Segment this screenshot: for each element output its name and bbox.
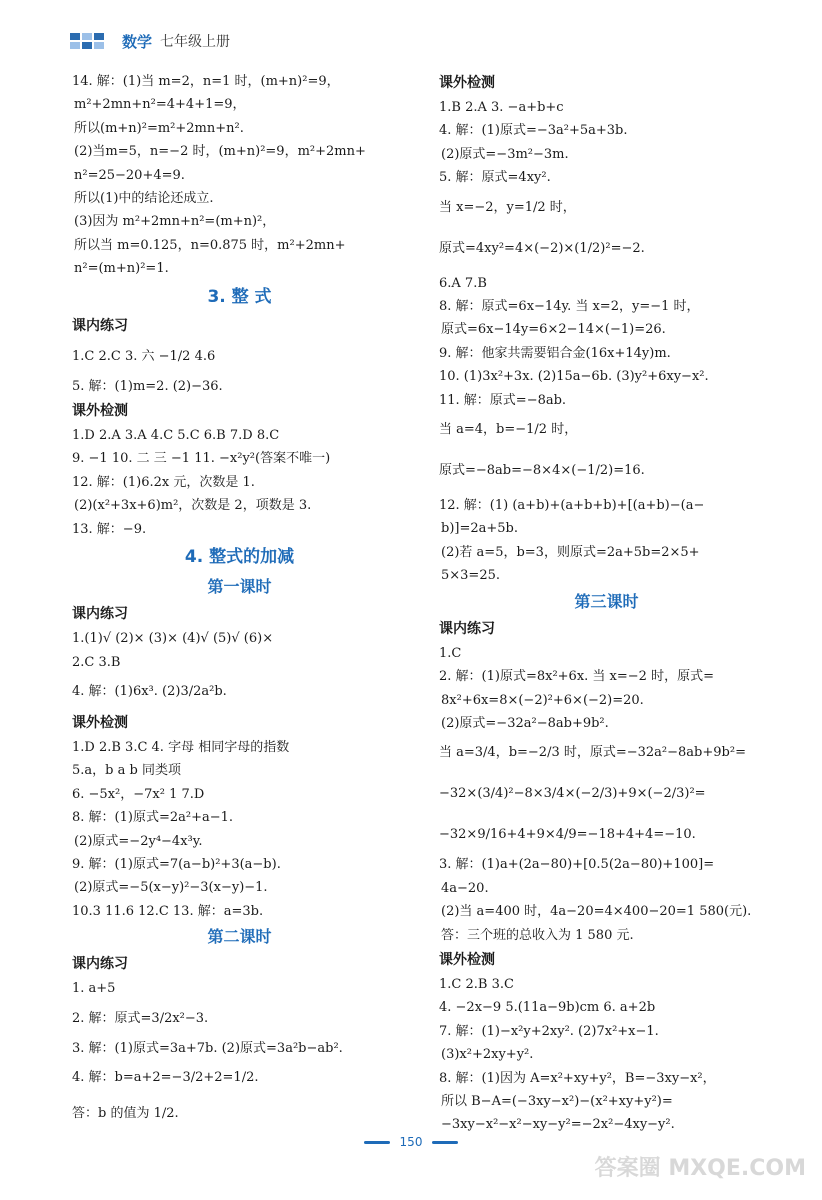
answer-line: 1.(1)√ (2)× (3)× (4)√ (5)√ (6)× — [72, 631, 274, 647]
answer-line: (2)当m=5，n=−2 时，(m+n)²=9，m²+2mn+ — [74, 144, 366, 160]
exercise-heading: 课内练习 — [72, 606, 128, 623]
answer-line: (2)原式=−5(x−y)²−3(x−y)−1. — [74, 880, 268, 896]
answer-line: 答：三个班的总收入为 1 580 元. — [441, 927, 634, 943]
answer-line: 4. 解：(1)6x³. (2)3/2a²b. — [72, 683, 227, 699]
answer-line: 9. −1 10. 二 三 −1 11. −x²y²(答案不唯一) — [72, 451, 331, 467]
answer-line: (2)若 a=5，b=3，则原式=2a+5b=2×5+ — [441, 544, 700, 560]
answer-line: 6.A 7.B — [439, 275, 487, 291]
answer-line: 当 a=4，b=−1/2 时， — [439, 422, 578, 438]
answer-line: 2.C 3.B — [72, 654, 121, 670]
footer-right-bar — [432, 1141, 458, 1144]
answer-line: (2)原式=−2y⁴−4x³y. — [74, 833, 203, 849]
answer-line: n²=(m+n)²=1. — [74, 261, 169, 277]
answer-line: b)]=2a+5b. — [441, 521, 518, 537]
answer-line: (3)因为 m²+2mn+n²=(m+n)²， — [74, 214, 276, 230]
answer-line: (2)原式=−3m²−3m. — [441, 146, 569, 162]
exercise-heading: 课内练习 — [72, 956, 128, 973]
answer-line: 4. −2x−9 5.(11a−9b)cm 6. a+2b — [439, 1000, 656, 1016]
answer-line: 所以(m+n)²=m²+2mn+n². — [74, 120, 244, 136]
page-number: 150 — [399, 1135, 423, 1149]
answer-line: −32×9/16+4+9×4/9=−18+4+4=−10. — [439, 827, 696, 843]
answer-line: 9. 解：(1)原式=7(a−b)²+3(a−b). — [72, 856, 281, 872]
watermark: 答案圈 MXQE.COM — [594, 1156, 806, 1181]
exercise-heading: 课外检测 — [72, 403, 128, 420]
answer-line: 14. 解：(1)当 m=2，n=1 时，(m+n)²=9， — [72, 74, 340, 89]
header-subject: 数学 — [122, 32, 153, 51]
answer-line: (3)x²+2xy+y². — [441, 1047, 534, 1063]
answer-line: 6. −5x²，−7x² 1 7.D — [72, 786, 205, 802]
answer-line: 8. 解：(1)原式=2a²+a−1. — [72, 810, 234, 826]
answer-line: 1.D 2.B 3.C 4. 字母 相同字母的指数 — [72, 739, 290, 755]
answer-line: 5.a，b a b 同类项 — [72, 763, 181, 779]
answer-line: 12. 解：(1)6.2x 元，次数是 1. — [72, 474, 255, 490]
answer-line: 5. 解：(1)m=2. (2)−36. — [72, 378, 223, 394]
answer-line: 2. 解：(1)原式=8x²+6x. 当 x=−2 时，原式= — [439, 669, 714, 685]
answer-line: 12. 解：(1) (a+b)+(a+b+b)+[(a+b)−(a− — [439, 498, 705, 514]
answer-line: 原式=−8ab=−8×4×(−1/2)=16. — [439, 463, 645, 479]
answer-line: 9. 解：他家共需要铝合金(16x+14y)m. — [439, 345, 671, 361]
answer-line: 所以 B−A=(−3xy−x²)−(x²+xy+y²)= — [441, 1093, 673, 1109]
page-footer — [0, 1135, 822, 1149]
answer-line: 所以当 m=0.125，n=0.875 时，m²+2mn+ — [74, 237, 346, 253]
right-column — [439, 70, 774, 1137]
exercise-heading: 课外检测 — [439, 75, 495, 91]
answer-line: −3xy−x²−x²−xy−y²=−2x²−4xy−y². — [441, 1117, 675, 1133]
lesson-title: 第二课时 — [207, 927, 272, 947]
exercise-heading: 课外检测 — [72, 714, 128, 731]
page-header — [70, 28, 230, 54]
exercise-heading: 课外检测 — [439, 951, 495, 968]
section-title: 4. 整式的加减 — [184, 547, 295, 568]
answer-line: 7. 解：(1)−x²y+2xy². (2)7x²+x−1. — [439, 1023, 659, 1039]
answer-line: −32×(3/4)²−8×3/4×(−2/3)+9×(−2/3)²= — [439, 786, 706, 802]
answer-line: 3. 解：(1)a+(2a−80)+[0.5(2a−80)+100]= — [439, 857, 715, 873]
answer-line: 3. 解：(1)原式=3a+7b. (2)原式=3a²b−ab². — [72, 1040, 343, 1056]
lesson-title: 第三课时 — [574, 591, 639, 611]
exercise-heading: 课内练习 — [439, 620, 495, 637]
answer-line: 1. a+5 — [72, 981, 116, 997]
answer-line: 4. 解：(1)原式=−3a²+5a+3b. — [439, 123, 628, 139]
answer-line: 1.D 2.A 3.A 4.C 5.C 6.B 7.D 8.C — [72, 428, 280, 444]
exercise-heading: 课内练习 — [72, 317, 128, 334]
answer-line: 5×3=25. — [441, 568, 501, 584]
answer-line: 8. 解：原式=6x−14y. 当 x=2，y=−1 时， — [439, 299, 700, 315]
section-title: 3. 整 式 — [207, 286, 272, 307]
answer-line: 4a−20. — [441, 880, 489, 896]
answer-line: 当 x=−2，y=1/2 时， — [439, 199, 576, 215]
footer-left-bar — [364, 1141, 390, 1144]
book-logo-icon — [70, 33, 104, 49]
answer-line: (2)原式=−32a²−8ab+9b². — [441, 715, 609, 731]
answer-line: 2. 解：原式=3/2x²−3. — [72, 1010, 209, 1026]
answer-line: 1.C 2.B 3.C — [439, 976, 514, 992]
answer-line: 4. 解：b=a+2=−3/2+2=1/2. — [72, 1069, 259, 1085]
answer-line: 1.C — [439, 645, 462, 661]
answer-line: 8x²+6x=8×(−2)²+6×(−2)=20. — [441, 692, 644, 708]
answer-line: 5. 解：原式=4xy². — [439, 170, 551, 186]
header-grade: 七年级上册 — [160, 34, 231, 50]
answer-line: (2)(x²+3x+6)m²，次数是 2，项数是 3. — [74, 498, 312, 514]
left-column — [72, 70, 407, 1132]
answer-line: 当 a=3/4，b=−2/3 时，原式=−32a²−8ab+9b²= — [439, 745, 746, 761]
lesson-title: 第一课时 — [207, 577, 272, 597]
answer-line: 所以(1)中的结论还成立. — [74, 191, 214, 207]
answer-line: 原式=4xy²=4×(−2)×(1/2)²=−2. — [439, 240, 645, 256]
answer-line: 答：b 的值为 1/2. — [72, 1105, 179, 1121]
answer-line: m²+2mn+n²=4+4+1=9， — [74, 97, 246, 113]
answer-line: 13. 解：−9. — [72, 521, 147, 537]
answer-line: 10. (1)3x²+3x. (2)15a−6b. (3)y²+6xy−x². — [439, 369, 709, 385]
answer-line: (2)当 a=400 时，4a−20=4×400−20=1 580(元). — [441, 904, 752, 920]
answer-line: 1.C 2.C 3. 六 −1/2 4.6 — [72, 348, 216, 364]
answer-line: 8. 解：(1)因为 A=x²+xy+y²，B=−3xy−x²， — [439, 1070, 716, 1086]
answer-line: 1.B 2.A 3. −a+b+c — [439, 100, 564, 115]
answer-line: 10.3 11.6 12.C 13. 解：a=3b. — [72, 903, 264, 919]
answer-line: n²=25−20+4=9. — [74, 167, 185, 183]
answer-line: 原式=6x−14y=6×2−14×(−1)=26. — [441, 322, 666, 338]
answer-line: 11. 解：原式=−8ab. — [439, 392, 567, 408]
